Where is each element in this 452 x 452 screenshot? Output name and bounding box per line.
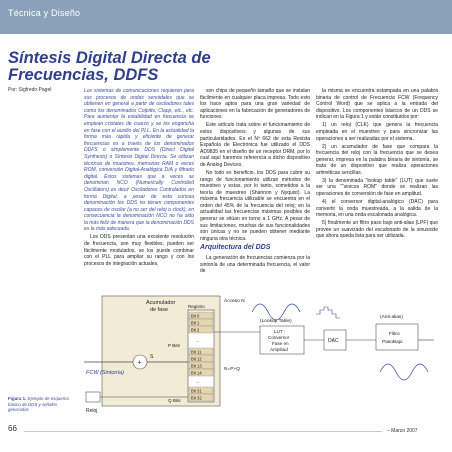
list-item: 2) un acumulador de fase que compara la frecuencia del reloj con la frecuencia que se desea generar, impresa en la palabra binaria de sintonía, se trata de un dispositivo que realiza operaciones aritméticas sencillas. <box>316 143 438 176</box>
accumulator-label-2: de fase <box>150 307 169 313</box>
list-item: 5) finalmente un filtro paso bajo anti-alias (LPF) que provee un suavizado del escalonado de la sinusoide que ahora queda lista para ser utilizada. <box>316 220 438 240</box>
paragraph: Los DDS presentan una excelente resolución de frecuencia, son muy flexibles, pueden ser fácilmente modulados, se los puede combinar con el PLL para ampliar su rango y con los procesos de integración actuales, <box>84 234 194 267</box>
author-byline: Por: Sigfredo Pagel <box>8 87 52 93</box>
paragraph: la misma se encuentra estampada en una palabra binaria de control de Frecuencia FCW (Frequency Control Word) que se aplica a la entrada del dispositivo. Los componentes básicos de un DDS se indican en la Figura 1 y están constituidos por: <box>316 88 438 121</box>
bit-label: Bit 32 <box>191 395 202 401</box>
filter-line-1: Filtro <box>389 332 400 337</box>
register-bits <box>189 312 213 401</box>
article-title <box>8 50 438 84</box>
lut-line-2: Conversor <box>268 335 290 340</box>
intro-paragraph: Los sistemas de comunicaciones requieren para sus procesos de ondas senoidales que se obtienen en general a partir de osciladores tales como los denominados Colpitts, Clapp, etc., etc. Para aumentar la estabilidad en frecuencia se emplean cristales de cuarzo y se los engancha en fase con el auxilio del PLL. En la actualidad la forma más rápida y eficiente de generar frecuencias es a través de los denominados DDFS o simplemente DDS (Direct Digital Synthesis) o Síntesis Digital Directa. Se utilizan técnicas de muestreo, memorias RAM o veces ROM, conversión Digital-Analógica D/A y filtrado digital. Estos sistemas que a veces se denominan NCO (Numerically Controlled Oscillators) es decir Osciladores Controlados en forma Digital, a pesar de esta curiosa denominación los DDS no tienen componentes capaces de oscilar (a no ser del reloj o clock), en consecuencia la denominación NCO no ha sido la más feliz de manera que la denominación DDS es la más adecuada. <box>84 88 194 233</box>
issue-date: – Marzo 2007 <box>387 428 418 434</box>
figure-caption <box>8 396 74 413</box>
bit-label: Bit 14 <box>191 370 202 376</box>
footer-rule <box>24 431 382 432</box>
caption-label: Figura 1. <box>8 396 27 401</box>
filter-box <box>376 324 418 350</box>
section-heading: Arquitectura del DDS <box>200 244 271 252</box>
lut-title: LUT : <box>274 329 286 334</box>
list-item: 1) un reloj (CLK) que genera la frecuencia empleada en el muestreo y para sincronizar las operaciones a ser realizadas por el sistema. <box>316 122 438 142</box>
title-line-2: Frecuencias, DDFS <box>8 66 159 84</box>
bit-label: Bit 11 <box>191 349 202 355</box>
paragraph: La generación de frecuencias comienza por la sintonía de una determinada frecuencia, el valor de <box>200 255 310 275</box>
lut-line-3: Fase en <box>272 341 289 346</box>
page-number: 66 <box>8 424 17 433</box>
anti-alias-label: (Anti-alias) <box>380 315 403 320</box>
column-2 <box>200 88 310 276</box>
register-label: Registro <box>188 304 205 309</box>
section-label: Técnica y Diseño <box>8 8 81 18</box>
title-line-1: Síntesis Digital Directa de <box>8 49 211 67</box>
accumulator-label-1: Acumulador <box>146 300 176 306</box>
q-bits-label: Q Bits <box>168 398 181 403</box>
bit-label: Bit 1 <box>191 320 200 326</box>
bit-label: Bit 12 <box>191 356 202 362</box>
adder-s: S <box>150 354 154 360</box>
clock-icon <box>86 392 100 402</box>
bit-label: Bit 2 <box>191 327 200 333</box>
adder-plus: + <box>137 359 142 367</box>
bit-label: Bit 13 <box>191 363 202 369</box>
lut-line-4: Amplitud <box>270 347 288 352</box>
list-item: 4) el conversor digital-analógico (DAC) para convertir la onda muestreada, a la salida de la memoria, en una onda escalonada analógica. <box>316 199 438 219</box>
bit-label: Bit 0 <box>191 313 200 319</box>
list-item: 3) la denominada "lookup table" (LUT) que suele ser una ""sinicos ROM" donde se realizan las operaciones de conversión de fase en amplitud. <box>316 177 438 198</box>
fcw-label: FCW (Sintonía) <box>86 370 124 376</box>
filter-line-2: PasoBajo <box>382 340 403 345</box>
header-band <box>0 0 452 34</box>
paragraph: son chips de pequeño tamaño que se instalan fácilmente en cualquier placa impresa. Todo esto los hace aptos para una gran variedad de aplicaciones en la fabricación de generadores de funciones. <box>200 88 310 121</box>
column-3 <box>316 88 438 241</box>
lookup-label: (Lookup Table) <box>260 319 292 324</box>
column-1 <box>84 88 194 269</box>
access-label: Acceso N <box>224 299 245 304</box>
p-bits-label: P Bits <box>168 343 180 348</box>
paragraph: Este artículo trata sobre el funcionamiento de estos dispositivos y algunas de sus particularidades. En el Nº 662 de esta Revista Española de Electrónica fue utilizado el DDS AD9835 en el diseño de un receptor DRM, por lo cual aquí haremos referencia a dicho dispositivo de Analog Devices. <box>200 122 310 168</box>
caption-text: Ejemplo de esquema básico de DDS y señales generadas <box>8 396 69 413</box>
bit-label: ... <box>196 379 200 384</box>
n-expression: N=P+Q <box>224 367 240 372</box>
clock-label: Reloj <box>86 408 98 414</box>
bit-label: ... <box>196 338 200 343</box>
stepped-wave <box>316 307 340 318</box>
dds-block-diagram <box>84 292 438 416</box>
sine-wave <box>252 304 300 320</box>
dac-label: DAC <box>328 338 339 344</box>
output-sine <box>380 364 428 380</box>
paragraph: No todo es beneficio, los DDS para cubrir su rango de funcionamiento utilizan métodos de muestreo y estas, por lo tanto, sometidos a la teoría de muestreo (Shannon y Nyquist). La máxima frecuencia utilizable se encuentra en el orden del 45% de la frecuencia del reloj; en la actualidad las frecuencias máximas posibles de generar se sitúan en torno a 1 GHz. A pesar de sus limitaciones, muchas de sus funcionalidades son únicas y no se pueden obtener mediante ninguna otra técnica. <box>200 169 310 242</box>
bit-label: Bit 31 <box>191 388 202 394</box>
